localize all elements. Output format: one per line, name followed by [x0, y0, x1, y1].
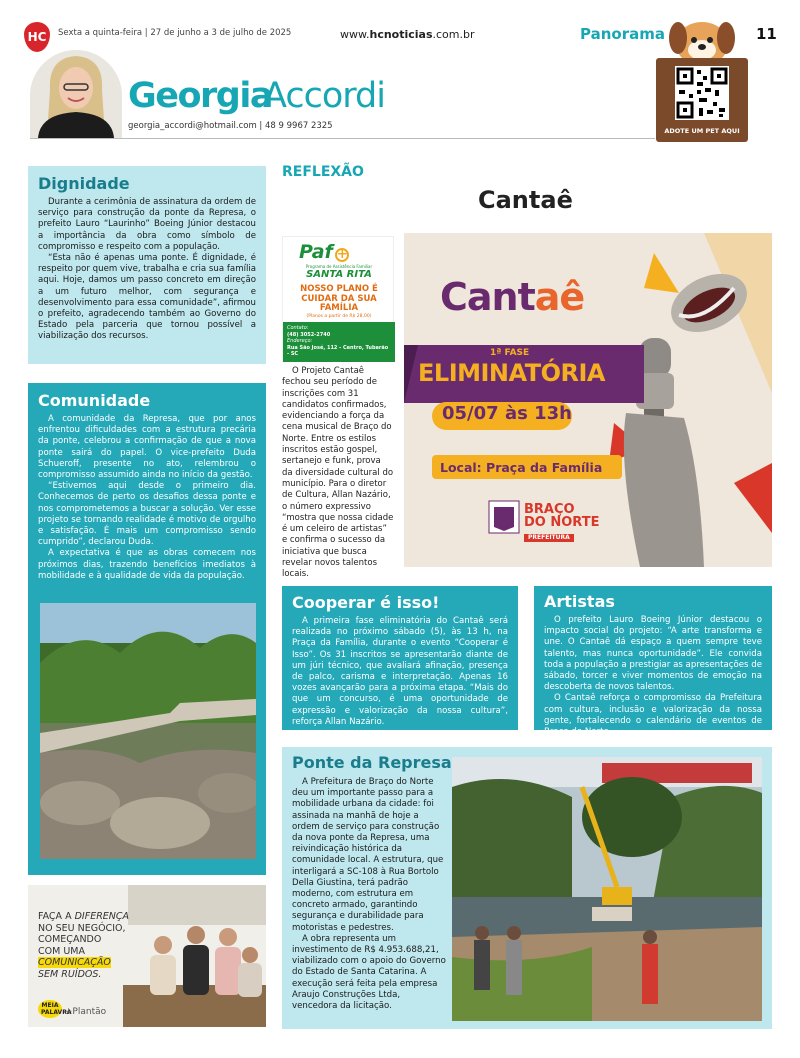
site-suffix: .com.br — [432, 28, 475, 41]
paf-price: (Planos a partir de R$ 28,00) — [306, 314, 372, 319]
paf-contact-block — [283, 322, 395, 362]
site-url[interactable] — [340, 28, 475, 41]
pet-adoption-badge[interactable] — [656, 16, 748, 142]
paf-ad[interactable] — [282, 236, 394, 362]
poster-title-a: Cant — [440, 275, 535, 319]
paf-subtitle: Programa de Assistência Familiar — [305, 264, 373, 269]
paf-headline: NOSSO PLANO É CUIDAR DA SUA FAMÍLIA — [300, 284, 378, 313]
qr-code-icon[interactable] — [675, 66, 729, 120]
paf-contact: (48) 3052-2740 — [287, 331, 331, 338]
ad-highlight: COMUNICAÇÃO — [38, 957, 111, 968]
poster-phase: 1ª FASE — [490, 348, 530, 358]
meia-palavra-logo: MEIA PALAVRA — [38, 1000, 62, 1018]
artistas-title: Artistas — [544, 592, 615, 611]
paf-address-label: Endereço: — [287, 338, 313, 344]
artistas-paragraph: O Cantaê reforça o compromisso da Prefeitura com cultura, inclusão e valorização da nossa gente, fortalecendo o calendário de eventos de Braço do Norte. — [544, 693, 762, 738]
paf-brand2: SANTA RITA — [306, 269, 372, 280]
coat-of-arms-icon — [494, 507, 514, 531]
paf-contact-label: Contato: — [287, 325, 309, 331]
cooperar-title: Cooperar é isso! — [292, 593, 440, 612]
paf-address: Rua São José, 112 - Centro, Tubarão - SC — [287, 344, 389, 357]
article-title: Cantaê — [478, 186, 573, 214]
poster-stage: ELIMINATÓRIA — [418, 359, 605, 387]
comunidade-paragraph: “Estivemos aqui desde o primeiro dia. Conhecemos de perto os desafios dessa ponte e nos comprometemos a buscar a solução. Ver esse projeto se tornando realidade é motivo de orgulho e satisfação. É mais um compromisso sendo cumprido”, declarou Duda. — [38, 481, 256, 548]
old-bridge-photo — [40, 603, 256, 859]
site-prefix: www. — [340, 28, 370, 41]
comunidade-paragraph: A expectativa é que as obras comecem nos próximos dias, trazendo benefícios imediatos à mobilidade e à qualidade de vida da população. — [38, 548, 256, 581]
dignidade-paragraph: Durante a cerimônia de assinatura da ordem de serviço para construção da ponte da Represa, o prefeito Lauro “Laurinho” Boeing Júnior destacou a importância da obra como símbolo de compromisso e respeito com a população. — [38, 197, 256, 252]
ponte-paragraph: A obra representa um investimento de R$ 4.953.688,21, viabilizado com o apoio do Governo do Estado de Santa Catarina. A execução será feita pela empresa Araujo Construções Ltda, vencedora da licitação. — [292, 933, 446, 1012]
ad-line: FAÇA A — [38, 911, 75, 922]
ad-line: NO SEU NEGÓCIO, — [38, 922, 126, 934]
bridge-construction-photo — [452, 757, 762, 1021]
plantao-logo: +Plantão — [64, 1007, 107, 1017]
author-photo — [30, 50, 122, 138]
cooperar-paragraph: A primeira fase eliminatória do Cantaê será realizada no próximo sábado (5), às 13 h, na Praça da Família, durante o evento “Cooperar é Isso”. Os 31 inscritos se apresentarão diante de um júri técnico, que avaliará afinação, presença de palco, carisma e interpretação. Apenas 16 vozes avançarão para a próxima etapa. “Mais do que um concurso, é uma oportunidade de expressão e valorização da nossa cultura”, reforça Allan Nazário. — [292, 616, 508, 727]
ponte-title: Ponte da Represa — [292, 753, 452, 772]
ad-line-italic: DIFERENÇA — [74, 911, 130, 922]
poster-location: Local: Praça da Família — [440, 460, 603, 475]
paf-brand: Paf — [299, 241, 333, 263]
page-number: 11 — [756, 25, 777, 43]
edition-date: Sexta a quinta-feira | 27 de junho a 3 de julho de 2025 — [58, 28, 292, 38]
newspaper-logo — [24, 22, 50, 52]
ponte-card — [282, 747, 772, 1029]
artistas-paragraph: O prefeito Lauro Boeing Júnior destacou o impacto social do projeto: “A arte transforma e une. O Cantaê dá espaço a quem sempre teve talento, mas nunca oportunidade”. Ele convida toda a população a prestigiar as apresentações de sábado, torcer e viver momentos de emoção na descoberta de novos talentos. — [544, 615, 762, 693]
plus-icon: + — [336, 247, 348, 262]
ponte-paragraph: A Prefeitura de Braço do Norte deu um importante passo para a mobilidade urbana da cidade: foi assinada na manhã de hoje a ordem de serviço para construção da nova ponte da Represa, uma reivindicação histórica da comunidade local. A estrutura, que interligará a SC-108 à Rua Bortolo Della Giustina, terá padrão moderno, com estrutura em concreto armado, garantindo segurança e durabilidade para motoristas e pedestres. — [292, 777, 444, 933]
poster-city: BRAÇO — [524, 502, 575, 517]
comunidade-paragraph: A comunidade da Represa, que por anos enfrentou dificuldades com a estrutura precária da ponte, celebrou a confirmação de que a nova ponte sairá do papel. O vice-prefeito Duda Schueroff, presente no ato, relembrou o compromisso assumido ainda no início da gestão. — [38, 414, 256, 481]
author-contact[interactable]: georgia_accordi@hotmail.com | 48 9 9967 2325 — [128, 121, 333, 131]
dog-icon — [656, 16, 748, 64]
ad-line: SEM RUÍDOS. — [38, 968, 102, 980]
poster-title-b: aê — [534, 275, 585, 319]
pet-caption: ADOTE UM PET AQUI — [664, 127, 740, 135]
author-last-name: Accordi — [263, 76, 385, 116]
poster-city: DO NORTE — [524, 515, 600, 530]
cantae-poster — [404, 233, 772, 567]
poster-datetime: 05/07 às 13h — [442, 403, 572, 424]
author-first-name: Georgia — [128, 76, 272, 116]
poster-city-sub: PREFEITURA — [524, 534, 574, 542]
dignidade-paragraph: “Esta não é apenas uma ponte. É dignidade, é respeito por quem vive, trabalha e cria sua família aqui. Hoje, damos um passo concreto em direção a um futuro melhor, com segurança e desenvolvimento para essa comunidade”, afirmou o prefeito, agradecendo também ao Governo do Estado pela parceria que tornou possível a viabilização dos recursos. — [38, 253, 256, 342]
ad-line: COMEÇANDO — [38, 934, 102, 945]
cooperar-card — [282, 586, 518, 730]
section-kicker: REFLEXÃO — [282, 164, 364, 180]
site-name: hcnoticias — [369, 28, 433, 41]
comunidade-title: Comunidade — [38, 391, 151, 410]
intro-paragraph: O Projeto Cantaê fechou seu período de inscrições com 31 candidatos confirmados, evidenciando a força da cena musical de Braço do Norte. Entre os estilos inscritos estão gospel, sertanejo e funk, prova da diversidade cultural do município. Para o diretor de Cultura, Allan Nazário, o número expressivo “mostra que nossa cidade é um celeiro de artistas” e confirma o sucesso da iniciativa que busca revelar novos talentos locais. — [282, 366, 394, 580]
section-name: Panorama — [580, 25, 665, 43]
dignidade-card — [28, 166, 266, 364]
artistas-card — [534, 586, 772, 738]
communication-ad[interactable] — [28, 885, 266, 1027]
ad-line: COM UMA — [38, 945, 85, 957]
dignidade-title: Dignidade — [38, 174, 130, 193]
article-intro — [282, 366, 394, 581]
header-divider — [30, 138, 655, 139]
logo-text: HC — [27, 30, 47, 44]
